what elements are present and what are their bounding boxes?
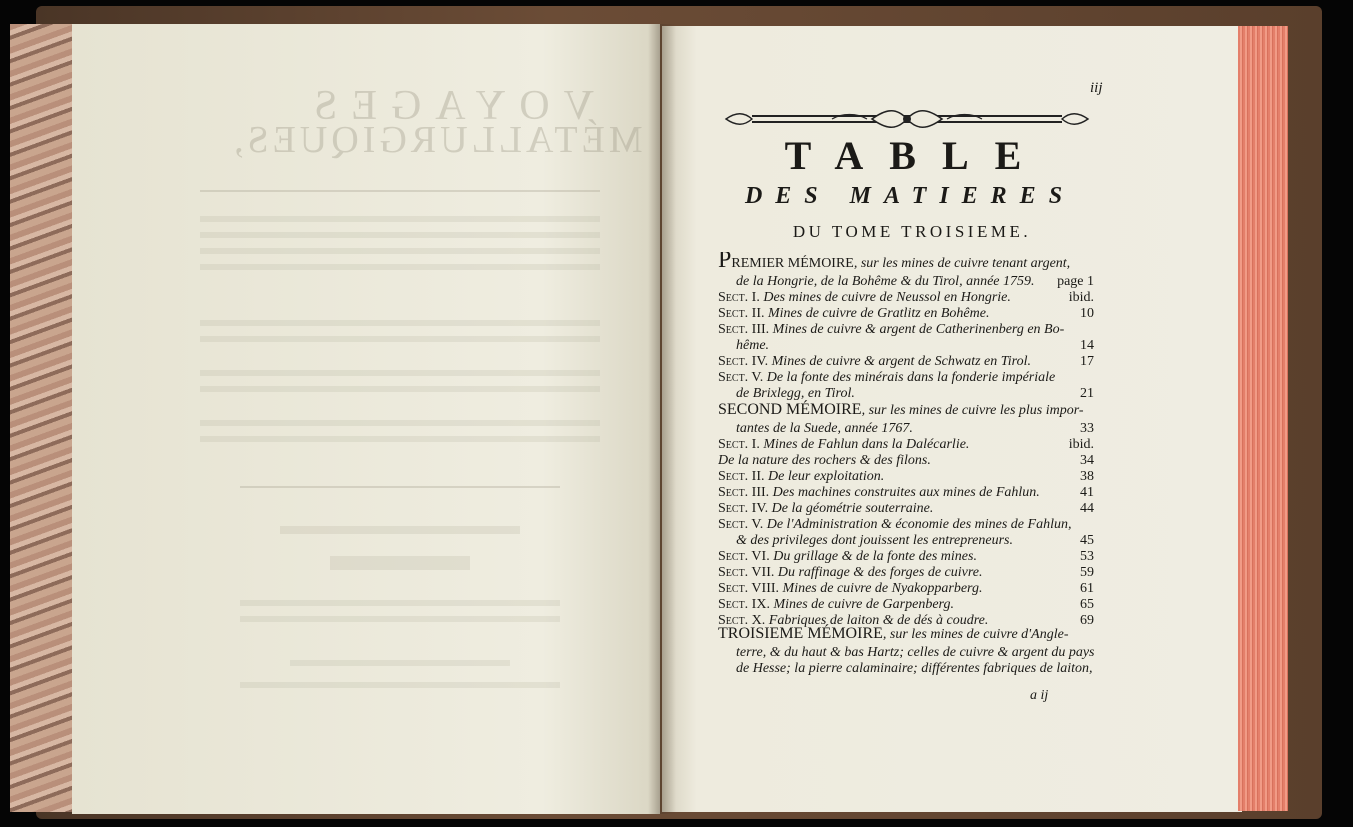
entry-title: Mines de cuivre de Gratlitz en Bohême. [768,306,990,321]
section-label: Sect. X. [718,613,766,628]
ghost-text-block [200,320,600,326]
entry-title: De la nature des rochers & des filons. [718,453,931,468]
toc-entry [718,370,1094,386]
page-ref [1088,322,1094,338]
ghost-rule [200,190,600,192]
page-ref: ibid. [1068,290,1094,305]
ghost-text-block [240,682,560,688]
toc-entry [718,517,1094,533]
section-label: Sect. III. [718,322,770,337]
toc-entry [718,533,1094,549]
page-ref: 45 [1080,533,1094,548]
memoir-title: REMIER MÉMOIRE [731,256,854,271]
page-ref: 10 [1080,306,1094,321]
entry-title: Du raffinage & des forges de cuivre. [777,565,983,580]
entry-title: de Brixlegg, en Tirol. [736,386,855,401]
toc-entry [718,437,1094,453]
toc-heading-row [718,421,1094,437]
page-ref: 65 [1080,597,1094,612]
ghost-ornament [330,556,470,570]
volume-heading: DU TOME TROISIEME. [792,222,1032,241]
memoir-description: , sur les mines de cuivre d'Angle- [882,627,1069,642]
entry-title: De l'Administration & économie des mines de Fahlun, [766,517,1072,532]
page-ref: 14 [1080,338,1094,353]
page-ref: 21 [1080,386,1094,401]
page-edges [1238,26,1288,811]
entry-title: Mines de Fahlun dans la Dalécarlie. [763,437,970,452]
toc-entry [718,565,1094,581]
entry-title: Mines de cuivre de Nyakopparberg. [782,581,983,596]
entry-title: Mines de cuivre & argent de Catherinenberg en Bo- [772,322,1065,337]
section-label: Sect. II. [718,306,765,321]
ghost-text-block [200,336,600,342]
section-label: Sect. IV. [718,354,769,369]
toc-entry [718,469,1094,485]
section-label: Sect. V. [718,517,764,532]
ghost-text-block [290,660,510,666]
section-label: Sect. I. [718,437,760,452]
entry-title: Des mines de cuivre de Neussol en Hongrie. [763,290,1011,305]
toc-entry [718,354,1094,370]
page-subtitle: DES MATIERES [744,183,1076,209]
page-title: TABLE [784,133,1048,178]
entry-title: De la fonte des minérais dans la fonderie impériale [766,370,1056,385]
ghost-text-block [200,370,600,376]
section-label: Sect. VIII. [718,581,780,596]
toc-entry-list [718,437,1094,629]
toc-entry [718,290,1094,306]
entry-title: Du grillage & de la fonte des mines. [773,549,977,564]
toc-first-memoir [718,252,1094,402]
ghost-text-block [280,526,520,534]
toc-entry [718,322,1094,338]
drop-initial: P [718,252,732,273]
page-ref [1088,370,1094,386]
ghost-text-block [240,616,560,622]
entry-title: Mines de cuivre & argent de Schwatz en Tirol. [771,354,1031,369]
toc-entry [718,581,1094,597]
toc-entry [718,306,1094,322]
memoir-description: de la Hongrie, de la Bohême & du Tirol, année 1759. [736,274,1035,289]
toc-heading-row [718,274,1094,290]
toc-entry [718,453,1094,469]
section-label: Sect. IV. [718,501,769,516]
ghost-text-block [200,264,600,270]
toc-heading-row [718,624,1094,645]
page-ref: 38 [1080,469,1094,484]
toc-heading-row [718,252,1094,274]
entry-title: Fabriques de laiton & de dés à coudre. [768,613,989,628]
page-ref: 41 [1080,485,1094,500]
entry-title: Mines de cuivre de Garpenberg. [773,597,954,612]
toc-heading-row [718,400,1094,421]
ghost-text-block [200,216,600,222]
entry-title: & des privileges dont jouissent les entrepreneurs. [736,533,1013,548]
entry-title: De la géométrie souterraine. [771,501,934,516]
page-ref: 34 [1080,453,1094,468]
signature-mark: a ij [1030,688,1049,703]
decorative-header-ornament [722,108,1092,130]
ghost-text-block [200,232,600,238]
section-label: Sect. I. [718,290,760,305]
section-label: Sect. II. [718,469,765,484]
page-ref: 59 [1080,565,1094,580]
memoir-title: SECOND MÉMOIRE [718,401,862,418]
entry-title: Des machines construites aux mines de Fahlun. [772,485,1040,500]
page-ref: page 1 [1057,274,1094,289]
toc-third-memoir [718,624,1094,677]
ghost-title-line1: VOYAGES [300,83,595,129]
page-ref: 17 [1080,354,1094,369]
memoir-description: terre, & du haut & bas Hartz; celles de cuivre & argent du pays [736,645,1095,660]
ghost-text-block [240,600,560,606]
page-ref: 53 [1080,549,1094,564]
ghost-text-block [200,436,600,442]
page-ref: 44 [1080,501,1094,516]
section-label: Sect. IX. [718,597,770,612]
toc-entry [718,501,1094,517]
toc-second-memoir [718,400,1094,629]
section-label: Sect. VII. [718,565,775,580]
ghost-text-block [200,420,600,426]
ghost-text-block [200,386,600,392]
memoir-description: , sur les mines de cuivre tenant argent, [853,256,1071,271]
toc-entry [718,597,1094,613]
memoir-description: tantes de la Suede, année 1767. [736,421,913,436]
page-ref: 69 [1080,613,1094,628]
page-ref: 33 [1080,421,1094,436]
memoir-description: de Hesse; la pierre calaminaire; différentes fabriques de laiton, [736,661,1093,676]
page-ref: ibid. [1068,437,1094,452]
section-label: Sect. III. [718,485,770,500]
section-label: Sect. VI. [718,549,770,564]
memoir-title: TROISIEME MÉMOIRE [718,625,883,642]
page-number: iij [1090,80,1103,96]
section-label: Sect. V. [718,370,764,385]
ghost-title-line2: MÉTALLURGIQUES, [230,119,643,161]
ghost-rule [240,486,560,488]
toc-entry [718,485,1094,501]
toc-entry-list [718,290,1094,402]
toc-entry [718,549,1094,565]
marbled-endpaper [10,24,74,812]
memoir-description: , sur les mines de cuivre les plus impor- [861,403,1084,418]
page-ref [1088,517,1094,533]
page-ref: 61 [1080,581,1094,596]
entry-title: De leur exploitation. [768,469,885,484]
entry-title: hême. [736,338,770,353]
toc-entry [718,338,1094,354]
gutter-shadow [648,24,676,814]
ghost-text-block [200,248,600,254]
